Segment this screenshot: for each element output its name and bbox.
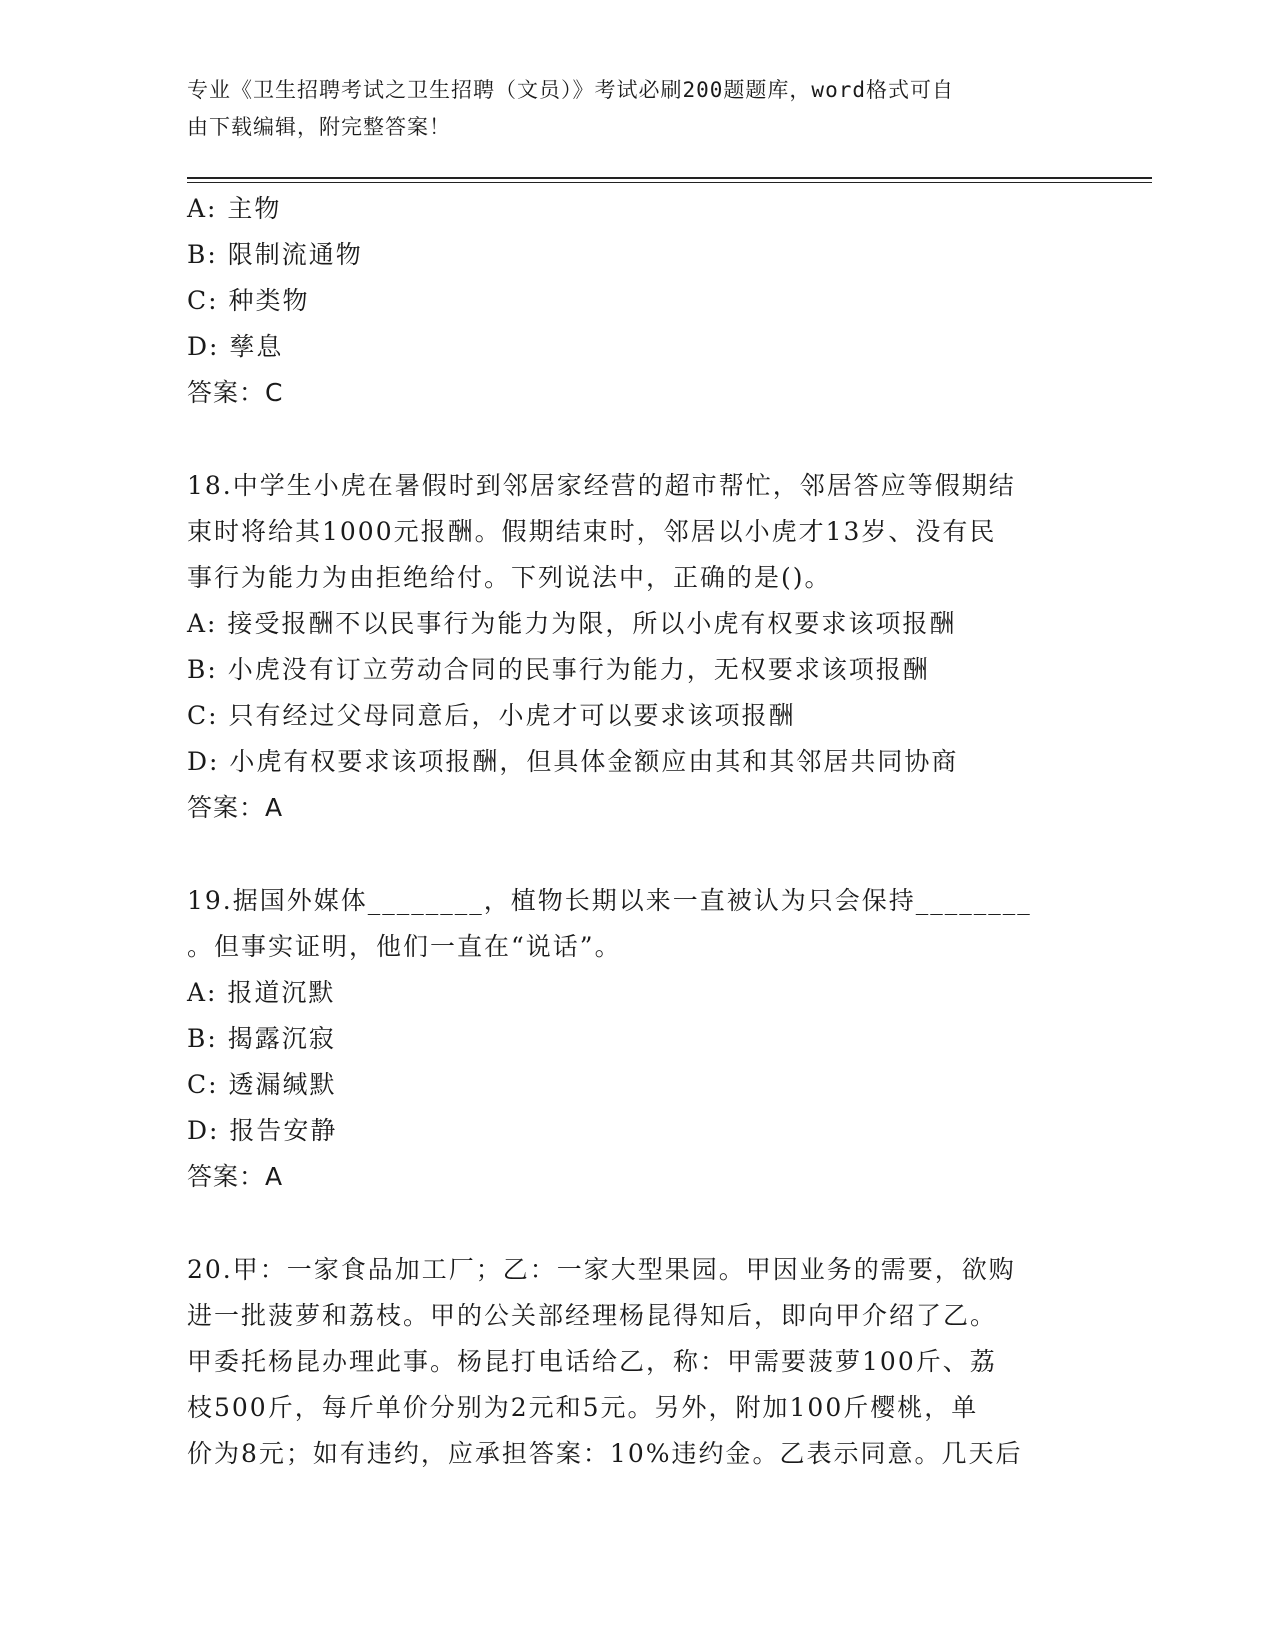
question-stem-line: 。但事实证明，他们一直在“说话”。 [187,932,622,961]
option-a: A: 接受报酬不以民事行为能力为限，所以小虎有权要求该项报酬 [187,609,957,638]
option-b: B: 揭露沉寂 [187,1024,336,1053]
question-19 [187,878,1087,1200]
option-c: C: 种类物 [187,286,310,315]
header-divider-thin [187,182,1152,183]
question-stem-line: 束时将给其1000元报酬。假期结束时，邻居以小虎才13岁、没有民 [187,517,997,546]
page-header [187,72,1067,146]
option-d: D: 孳息 [187,332,284,361]
question-content [187,186,1087,1477]
question-20 [187,1247,1087,1477]
question-stem-line: 枝500斤，每斤单价分别为2元和5元。另外，附加100斤樱桃，单 [187,1393,979,1422]
option-a: A: 主物 [187,194,282,223]
option-d: D: 小虎有权要求该项报酬，但具体金额应由其和其邻居共同协商 [187,747,959,776]
option-b: B: 小虎没有订立劳动合同的民事行为能力，无权要求该项报酬 [187,655,930,684]
header-divider-thick [187,177,1152,179]
question-stem-line: 事行为能力为由拒绝给付。下列说法中，正确的是()。 [187,563,832,592]
question-stem-line: 甲委托杨昆办理此事。杨昆打电话给乙，称：甲需要菠萝100斤、荔 [187,1347,997,1376]
option-c: C: 只有经过父母同意后，小虎才可以要求该项报酬 [187,701,796,730]
answer: 答案：A [187,1162,284,1191]
option-d: D: 报告安静 [187,1116,338,1145]
answer: 答案：A [187,793,284,822]
header-line-1: 专业《卫生招聘考试之卫生招聘（文员）》考试必刷200题题库，word格式可自 [187,78,954,102]
question-stem-line: 18.中学生小虎在暑假时到邻居家经营的超市帮忙，邻居答应等假期结 [187,471,1016,500]
question-18 [187,463,1087,831]
question-stem-line: 价为8元；如有违约，应承担答案：10%违约金。乙表示同意。几天后 [187,1439,1023,1468]
header-line-2: 由下载编辑，附完整答案！ [187,115,451,139]
option-c: C: 透漏缄默 [187,1070,337,1099]
question-stem-line: 19.据国外媒体________，植物长期以来一直被认为只会保持________ [187,886,1032,915]
option-a: A: 报道沉默 [187,978,336,1007]
question-17 [187,186,1087,416]
option-b: B: 限制流通物 [187,240,363,269]
answer: 答案：C [187,378,284,407]
question-stem-line: 进一批菠萝和荔枝。甲的公关部经理杨昆得知后，即向甲介绍了乙。 [187,1301,998,1330]
question-stem-line: 20.甲：一家食品加工厂；乙：一家大型果园。甲因业务的需要，欲购 [187,1255,1016,1284]
